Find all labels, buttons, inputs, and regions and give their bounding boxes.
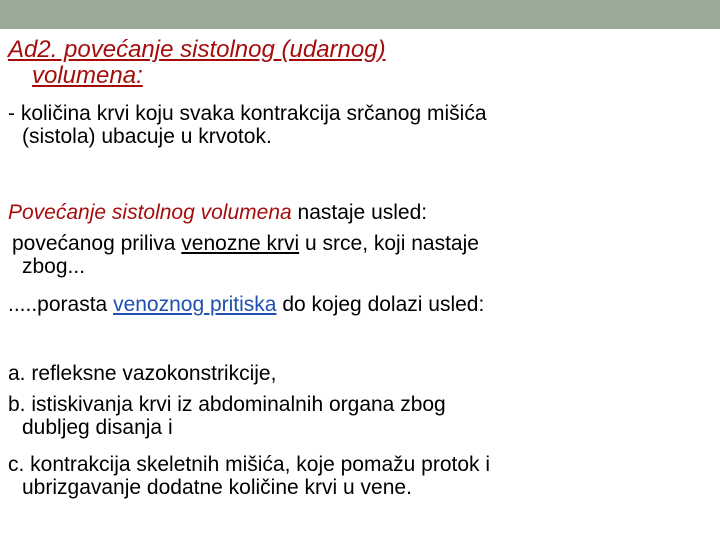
title-line-2: volumena: — [32, 62, 143, 89]
definition-paragraph — [8, 102, 487, 148]
title-line-1: Ad2. povećanje sistolnog (udarnog) — [8, 36, 386, 63]
list-item-b-line-2: dubljeg disanja i — [22, 416, 173, 439]
inflow-lead: povećanog priliva — [12, 232, 182, 255]
cause-rest: nastaje usled: — [291, 201, 428, 224]
cause-highlight: Povećanje sistolnog volumena — [8, 201, 292, 224]
inflow-tail: u srce, koji nastaje — [299, 232, 479, 255]
pressure-paragraph — [8, 293, 484, 316]
pressure-link[interactable]: venoznog pritiska — [113, 293, 277, 316]
inflow-paragraph — [8, 232, 479, 278]
inflow-link: venozne krvi — [181, 232, 300, 255]
list-item-b — [8, 393, 446, 439]
definition-line-1: - količina krvi koju svaka kontrakcija srčanog mišića — [8, 102, 487, 125]
definition-line-2: (sistola) ubacuje u krvotok. — [22, 125, 272, 148]
inflow-line-2: zbog... — [22, 255, 86, 278]
list-item-a — [8, 362, 276, 385]
slide-top-bar — [0, 0, 720, 29]
list-item-c-line-2: ubrizgavanje dodatne količine krvi u vene. — [22, 476, 412, 499]
list-item-a-text: a. refleksne vazokonstrikcije, — [8, 362, 277, 385]
list-item-b-line-1: b. istiskivanja krvi iz abdominalnih organa zbog — [8, 393, 446, 416]
pressure-lead: .....porasta — [8, 293, 114, 316]
list-item-c — [8, 453, 490, 499]
pressure-tail: do kojeg dolazi usled: — [276, 293, 485, 316]
list-item-c-line-1: c. kontrakcija skeletnih mišića, koje pomažu protok i — [8, 453, 491, 476]
slide-content — [0, 29, 720, 540]
slide-title — [8, 37, 386, 89]
cause-heading — [8, 201, 427, 224]
